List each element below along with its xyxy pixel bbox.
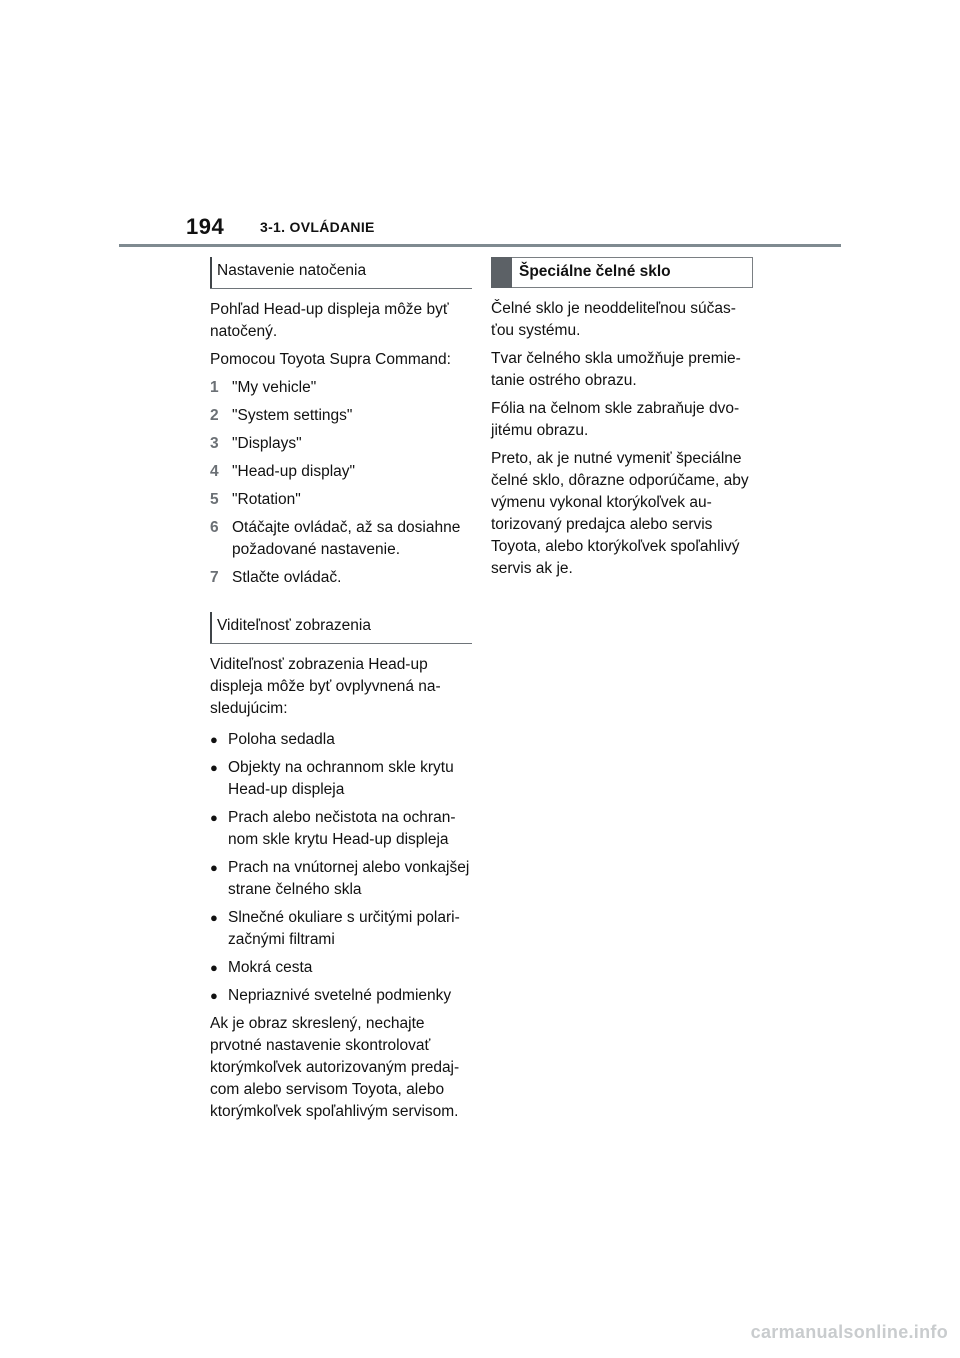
step-text: Otáčajte ovládač, až sa dosiahne požadované nastavenie. [232, 519, 461, 558]
bullet-icon: ● [210, 910, 218, 925]
step-item [210, 567, 472, 589]
page-number: 194 [186, 214, 225, 239]
list-item-text: Objekty na ochrannom skle krytu Head-up displeja [228, 759, 454, 798]
list-item-text: Prach alebo nečistota na ochrannom skle krytu Head-up displeja [228, 809, 456, 848]
site-watermark: carmanualsonline.info [750, 1322, 948, 1342]
list-item [210, 907, 472, 951]
step-item [210, 517, 472, 561]
step-text: "System settings" [232, 407, 353, 424]
step-number: 4 [210, 463, 219, 480]
bullet-icon: ● [210, 960, 218, 975]
step-item [210, 377, 472, 399]
header-divider [119, 244, 841, 247]
bullet-icon: ● [210, 760, 218, 775]
step-number: 7 [210, 569, 219, 586]
chapter-title: 3-1. OVLÁDANIE [260, 219, 375, 235]
step-number: 1 [210, 379, 219, 396]
step-text: "Rotation" [232, 491, 301, 508]
step-text: Stlačte ovládač. [232, 569, 342, 586]
section-heading-rotation: Nastavenie natočenia [210, 257, 472, 289]
section-heading-visibility: Viditeľnosť zobrazenia [210, 612, 472, 644]
list-item [210, 757, 472, 801]
bullet-icon: ● [210, 732, 218, 747]
list-item-text: Mokrá cesta [228, 959, 313, 976]
windshield-paragraph: Preto, ak je nutné vymeniť špeciálne čelné sklo, dôrazne odporúčame, aby výmenu vykonal ktorýkoľvek autorizovaný predajca alebo servis Toyota, alebo ktorýkoľvek spoľahlivý servis ak je. [491, 450, 749, 577]
section-heading-windshield: Špeciálne čelné sklo [491, 257, 753, 288]
list-item-text: Nepriaznivé svetelné podmienky [228, 987, 452, 1004]
right-column [491, 257, 753, 580]
bullet-icon: ● [210, 810, 218, 825]
list-item [210, 957, 472, 979]
windshield-paragraph: Čelné sklo je neoddeliteľnou súčasťou systému. [491, 300, 736, 339]
list-item [210, 807, 472, 851]
step-number: 5 [210, 491, 219, 508]
list-item-text: Prach na vnútornej alebo vonkajšej strane čelného skla [228, 859, 470, 898]
rotation-lead: Pomocou Toyota Supra Command: [210, 351, 451, 368]
step-item [210, 433, 472, 455]
step-number: 2 [210, 407, 219, 424]
step-text: "Head-up display" [232, 463, 356, 480]
step-number: 6 [210, 519, 219, 536]
step-item [210, 461, 472, 483]
step-item [210, 489, 472, 511]
bullet-icon: ● [210, 988, 218, 1003]
rotation-steps [210, 377, 472, 589]
bullet-icon: ● [210, 860, 218, 875]
step-text: "Displays" [232, 435, 302, 452]
step-number: 3 [210, 435, 219, 452]
list-item [210, 857, 472, 901]
step-text: "My vehicle" [232, 379, 317, 396]
list-item-text: Poloha sedadla [228, 731, 335, 748]
visibility-intro: Viditeľnosť zobrazenia Head-up displeja môže byť ovplyvnená nasledujúcim: [210, 656, 441, 717]
left-column [210, 257, 472, 1123]
visibility-outro: Ak je obraz skreslený, nechajte prvotné nastavenie skontrolovať ktorýmkoľvek autorizovaným predajcom alebo servisom Toyota, alebo ktorýmkoľvek spoľahlivým servisom. [210, 1015, 460, 1120]
list-item-text: Slnečné okuliare s určitými polarizačnými filtrami [228, 909, 460, 948]
step-item [210, 405, 472, 427]
windshield-paragraph: Tvar čelného skla umožňuje premietanie ostrého obrazu. [491, 350, 741, 389]
visibility-factors-list [210, 729, 472, 1007]
windshield-paragraph: Fólia na čelnom skle zabraňuje dvojitému obrazu. [491, 400, 740, 439]
list-item [210, 985, 472, 1007]
list-item [210, 729, 472, 751]
rotation-intro: Pohľad Head-up displeja môže byť natočený. [210, 301, 449, 340]
